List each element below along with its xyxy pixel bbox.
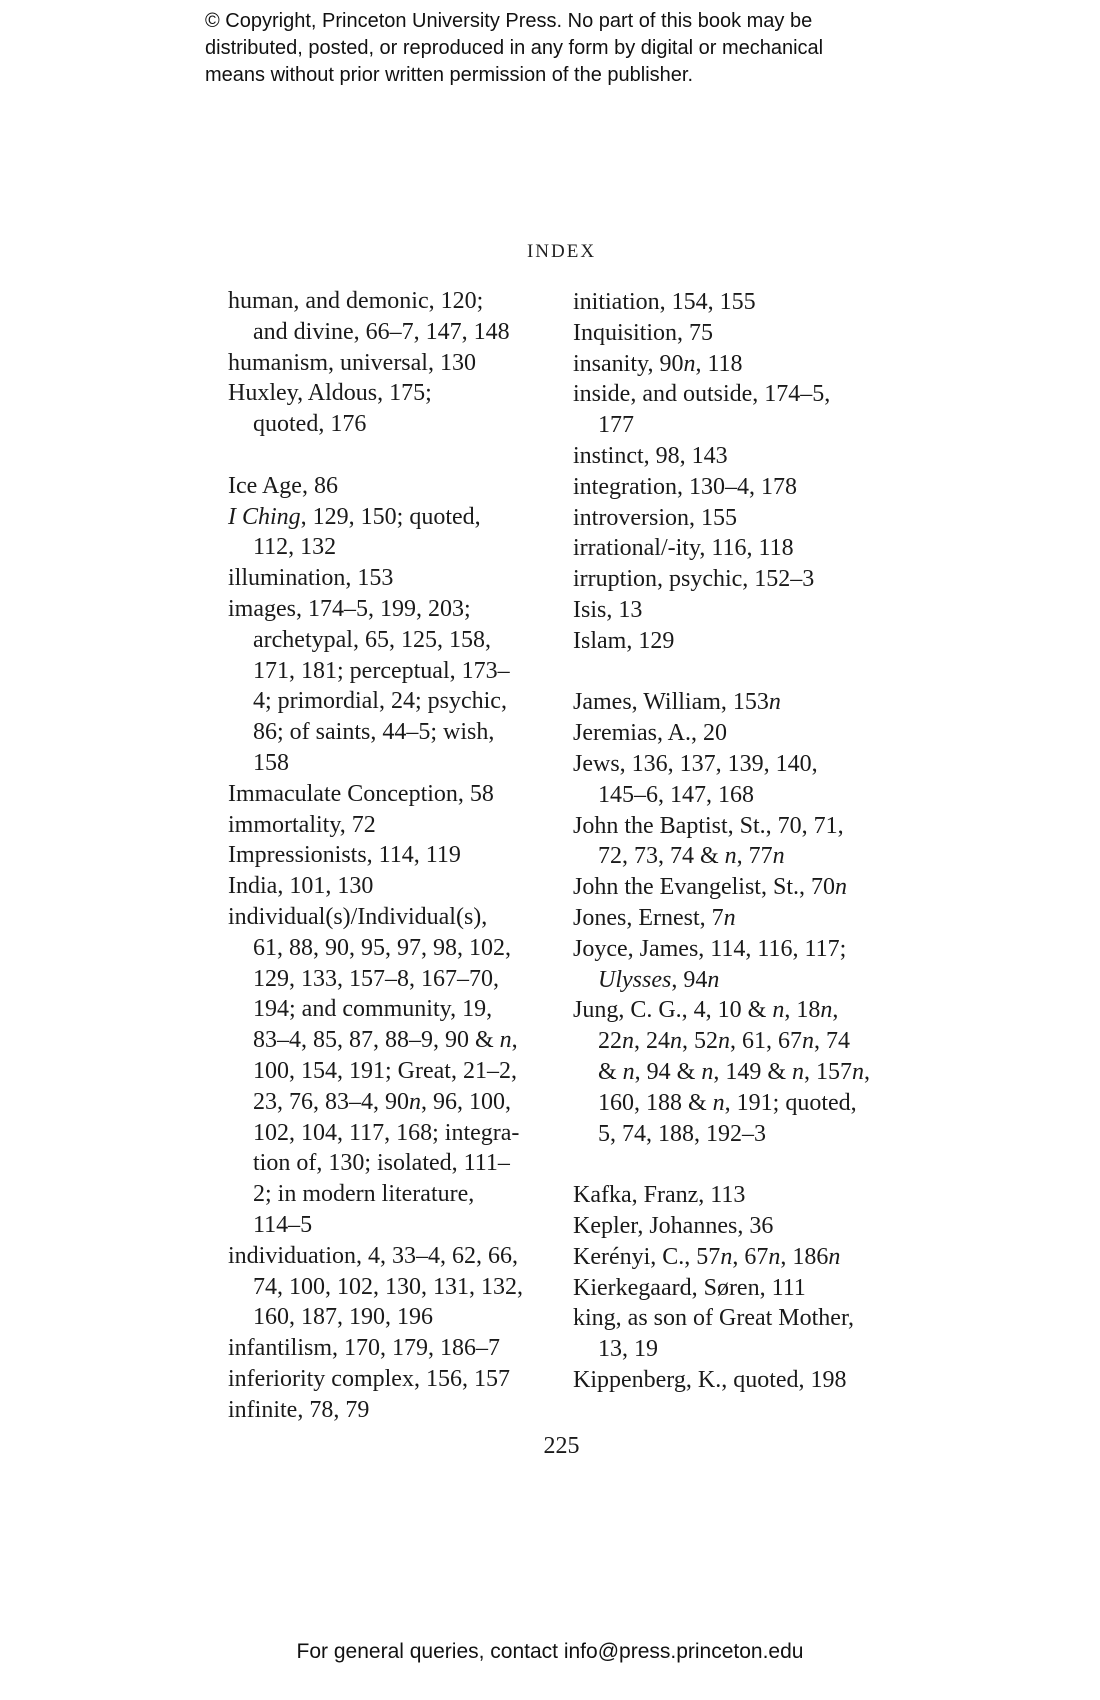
index-entry-line: Joyce, James, 114, 116, 117; — [573, 935, 847, 962]
index-entry-continuation: 86; of saints, 44–5; wish, — [253, 719, 495, 746]
index-entry — [228, 563, 558, 594]
index-entry — [573, 995, 903, 1149]
index-entry-continuation: 114–5 — [253, 1211, 313, 1238]
index-entry-line: Huxley, Aldous, 175; — [228, 380, 432, 407]
letter-group-gap — [573, 1149, 903, 1180]
index-entry-continuation: 129, 133, 157–8, 167–70, — [253, 965, 499, 992]
index-entry — [573, 1211, 903, 1242]
index-entry-line: irruption, psychic, 152–3 — [573, 566, 815, 593]
index-entry-line: Jung, C. G., 4, 10 & n, 18n, — [573, 997, 839, 1024]
index-entry — [228, 502, 558, 564]
index-entry-continuation: 61, 88, 90, 95, 97, 98, 102, — [253, 934, 511, 961]
index-entry-line: Ice Age, 86 — [228, 472, 338, 499]
index-entry-continuation: 5, 74, 188, 192–3 — [598, 1120, 766, 1147]
index-entry-continuation: 23, 76, 83–4, 90n, 96, 100, — [253, 1088, 511, 1115]
index-entry — [228, 1364, 558, 1395]
index-entry — [228, 348, 558, 379]
index-entry-line: Kierkegaard, Søren, 111 — [573, 1274, 806, 1301]
index-entry — [228, 286, 558, 348]
index-entry — [228, 471, 558, 502]
index-entry-line: Islam, 129 — [573, 627, 675, 654]
index-entry — [573, 811, 903, 873]
page-number: 225 — [543, 1433, 580, 1459]
running-head: INDEX — [526, 241, 597, 262]
index-entry-continuation: 100, 154, 191; Great, 21–2, — [253, 1057, 517, 1084]
index-entry — [228, 810, 558, 841]
index-entry-line: Kepler, Johannes, 36 — [573, 1212, 774, 1239]
index-entry — [573, 903, 903, 934]
index-entry-continuation: 13, 19 — [598, 1336, 658, 1363]
index-entry-line: Jews, 136, 137, 139, 140, — [573, 750, 818, 777]
index-entry-line: John the Baptist, St., 70, 71, — [573, 812, 844, 839]
index-entry-continuation: 102, 104, 117, 168; integra- — [253, 1119, 520, 1146]
index-entry-line: James, William, 153n — [573, 689, 781, 716]
index-entry-continuation: 177 — [598, 412, 634, 439]
index-entry — [573, 564, 903, 595]
index-entry — [573, 749, 903, 811]
index-entry-line: infinite, 78, 79 — [228, 1396, 370, 1423]
index-entry-line: irrational/-ity, 116, 118 — [573, 535, 794, 562]
index-entry — [573, 872, 903, 903]
index-entry-line: Isis, 13 — [573, 596, 643, 623]
index-entry — [228, 1333, 558, 1364]
index-entry-line: inside, and outside, 174–5, — [573, 381, 831, 408]
index-entry — [573, 441, 903, 472]
index-entry — [573, 533, 903, 564]
index-entry-continuation: 194; and community, 19, — [253, 996, 493, 1023]
index-entry-line: Inquisition, 75 — [573, 319, 714, 346]
index-entry-line: individuation, 4, 33–4, 62, 66, — [228, 1242, 518, 1269]
index-entry-continuation: Ulysses, 94n — [598, 966, 720, 993]
index-entry-continuation: 112, 132 — [253, 534, 337, 561]
copyright-notice — [205, 8, 925, 89]
index-entry — [573, 626, 903, 657]
index-entry-continuation: tion of, 130; isolated, 111– — [253, 1150, 510, 1177]
index-entry — [573, 1273, 903, 1304]
index-entry-line: Kerényi, C., 57n, 67n, 186n — [573, 1243, 841, 1270]
index-entry — [573, 318, 903, 349]
index-entry — [228, 871, 558, 902]
index-entry-continuation: 171, 181; perceptual, 173– — [253, 657, 510, 684]
index-entry-continuation: 158 — [253, 749, 289, 776]
index-entry — [228, 1395, 558, 1426]
copyright-line: means without prior written permission of the publisher. — [205, 64, 694, 86]
index-entry-line: inferiority complex, 156, 157 — [228, 1365, 510, 1392]
index-entry-line: John the Evangelist, St., 70n — [573, 874, 847, 901]
index-entry-continuation: 145–6, 147, 168 — [598, 781, 754, 808]
index-entry-line: Immaculate Conception, 58 — [228, 780, 494, 807]
index-entry — [573, 472, 903, 503]
index-entry-continuation: 160, 187, 190, 196 — [253, 1304, 433, 1331]
index-entry-line: India, 101, 130 — [228, 873, 374, 900]
index-entry — [573, 379, 903, 441]
index-entry-continuation: archetypal, 65, 125, 158, — [253, 626, 491, 653]
index-entry-line: Jeremias, A., 20 — [573, 720, 727, 747]
index-entry — [573, 349, 903, 380]
index-entry — [573, 934, 903, 996]
copyright-line: distributed, posted, or reproduced in any form by digital or mechanical — [205, 37, 824, 59]
index-entry — [573, 718, 903, 749]
index-column-left — [228, 286, 558, 1425]
index-entry — [228, 378, 558, 440]
index-entry — [573, 1365, 903, 1396]
index-entry — [228, 902, 558, 1241]
copyright-line: © Copyright, Princeton University Press. No part of this book may be — [205, 10, 813, 32]
index-entry-line: I Ching, 129, 150; quoted, — [228, 503, 481, 530]
index-entry — [573, 687, 903, 718]
index-entry-continuation: and divine, 66–7, 147, 148 — [253, 318, 510, 345]
index-entry — [228, 779, 558, 810]
index-entry — [573, 1303, 903, 1365]
index-entry — [573, 287, 903, 318]
index-entry — [573, 1180, 903, 1211]
index-entry — [573, 1242, 903, 1273]
index-entry-line: initiation, 154, 155 — [573, 289, 756, 315]
index-entry-continuation: & n, 94 & n, 149 & n, 157n, — [598, 1058, 871, 1085]
index-entry-continuation: 74, 100, 102, 130, 131, 132, — [253, 1273, 523, 1300]
index-entry-line: Kippenberg, K., quoted, 198 — [573, 1366, 847, 1393]
index-entry-line: immortality, 72 — [228, 811, 376, 838]
index-entry-line: Kafka, Franz, 113 — [573, 1182, 746, 1209]
index-entry-line: insanity, 90n, 118 — [573, 350, 743, 377]
index-entry-continuation: 72, 73, 74 & n, 77n — [598, 843, 785, 870]
index-entry — [573, 595, 903, 626]
index-entry-line: illumination, 153 — [228, 565, 394, 592]
index-entry-line: Jones, Ernest, 7n — [573, 904, 736, 931]
letter-group-gap — [228, 440, 558, 471]
index-entry-line: Impressionists, 114, 119 — [228, 842, 461, 869]
index-entry-continuation: 2; in modern literature, — [253, 1181, 475, 1208]
index-entry-line: images, 174–5, 199, 203; — [228, 595, 471, 622]
index-entry-line: instinct, 98, 143 — [573, 442, 728, 469]
index-entry-continuation: 22n, 24n, 52n, 61, 67n, 74 — [598, 1028, 850, 1055]
index-entry-line: human, and demonic, 120; — [228, 288, 484, 314]
index-entry — [228, 594, 558, 779]
index-entry-line: introversion, 155 — [573, 504, 737, 531]
index-column-right — [573, 287, 903, 1396]
index-entry-line: infantilism, 170, 179, 186–7 — [228, 1335, 500, 1362]
index-entry-line: humanism, universal, 130 — [228, 349, 476, 376]
index-entry-line: king, as son of Great Mother, — [573, 1305, 854, 1332]
index-entry — [228, 1241, 558, 1333]
index-entry — [573, 503, 903, 534]
letter-group-gap — [573, 657, 903, 688]
index-entry-continuation: 160, 188 & n, 191; quoted, — [598, 1089, 857, 1116]
footer-contact: For general queries, contact info@press.princeton.edu — [296, 1640, 804, 1663]
index-entry-continuation: 4; primordial, 24; psychic, — [253, 688, 507, 715]
index-entry-continuation: 83–4, 85, 87, 88–9, 90 & n, — [253, 1027, 518, 1054]
index-entry-line: individual(s)/Individual(s), — [228, 903, 488, 930]
index-entry-continuation: quoted, 176 — [253, 411, 367, 438]
index-entry-line: integration, 130–4, 178 — [573, 473, 797, 500]
index-entry — [228, 840, 558, 871]
